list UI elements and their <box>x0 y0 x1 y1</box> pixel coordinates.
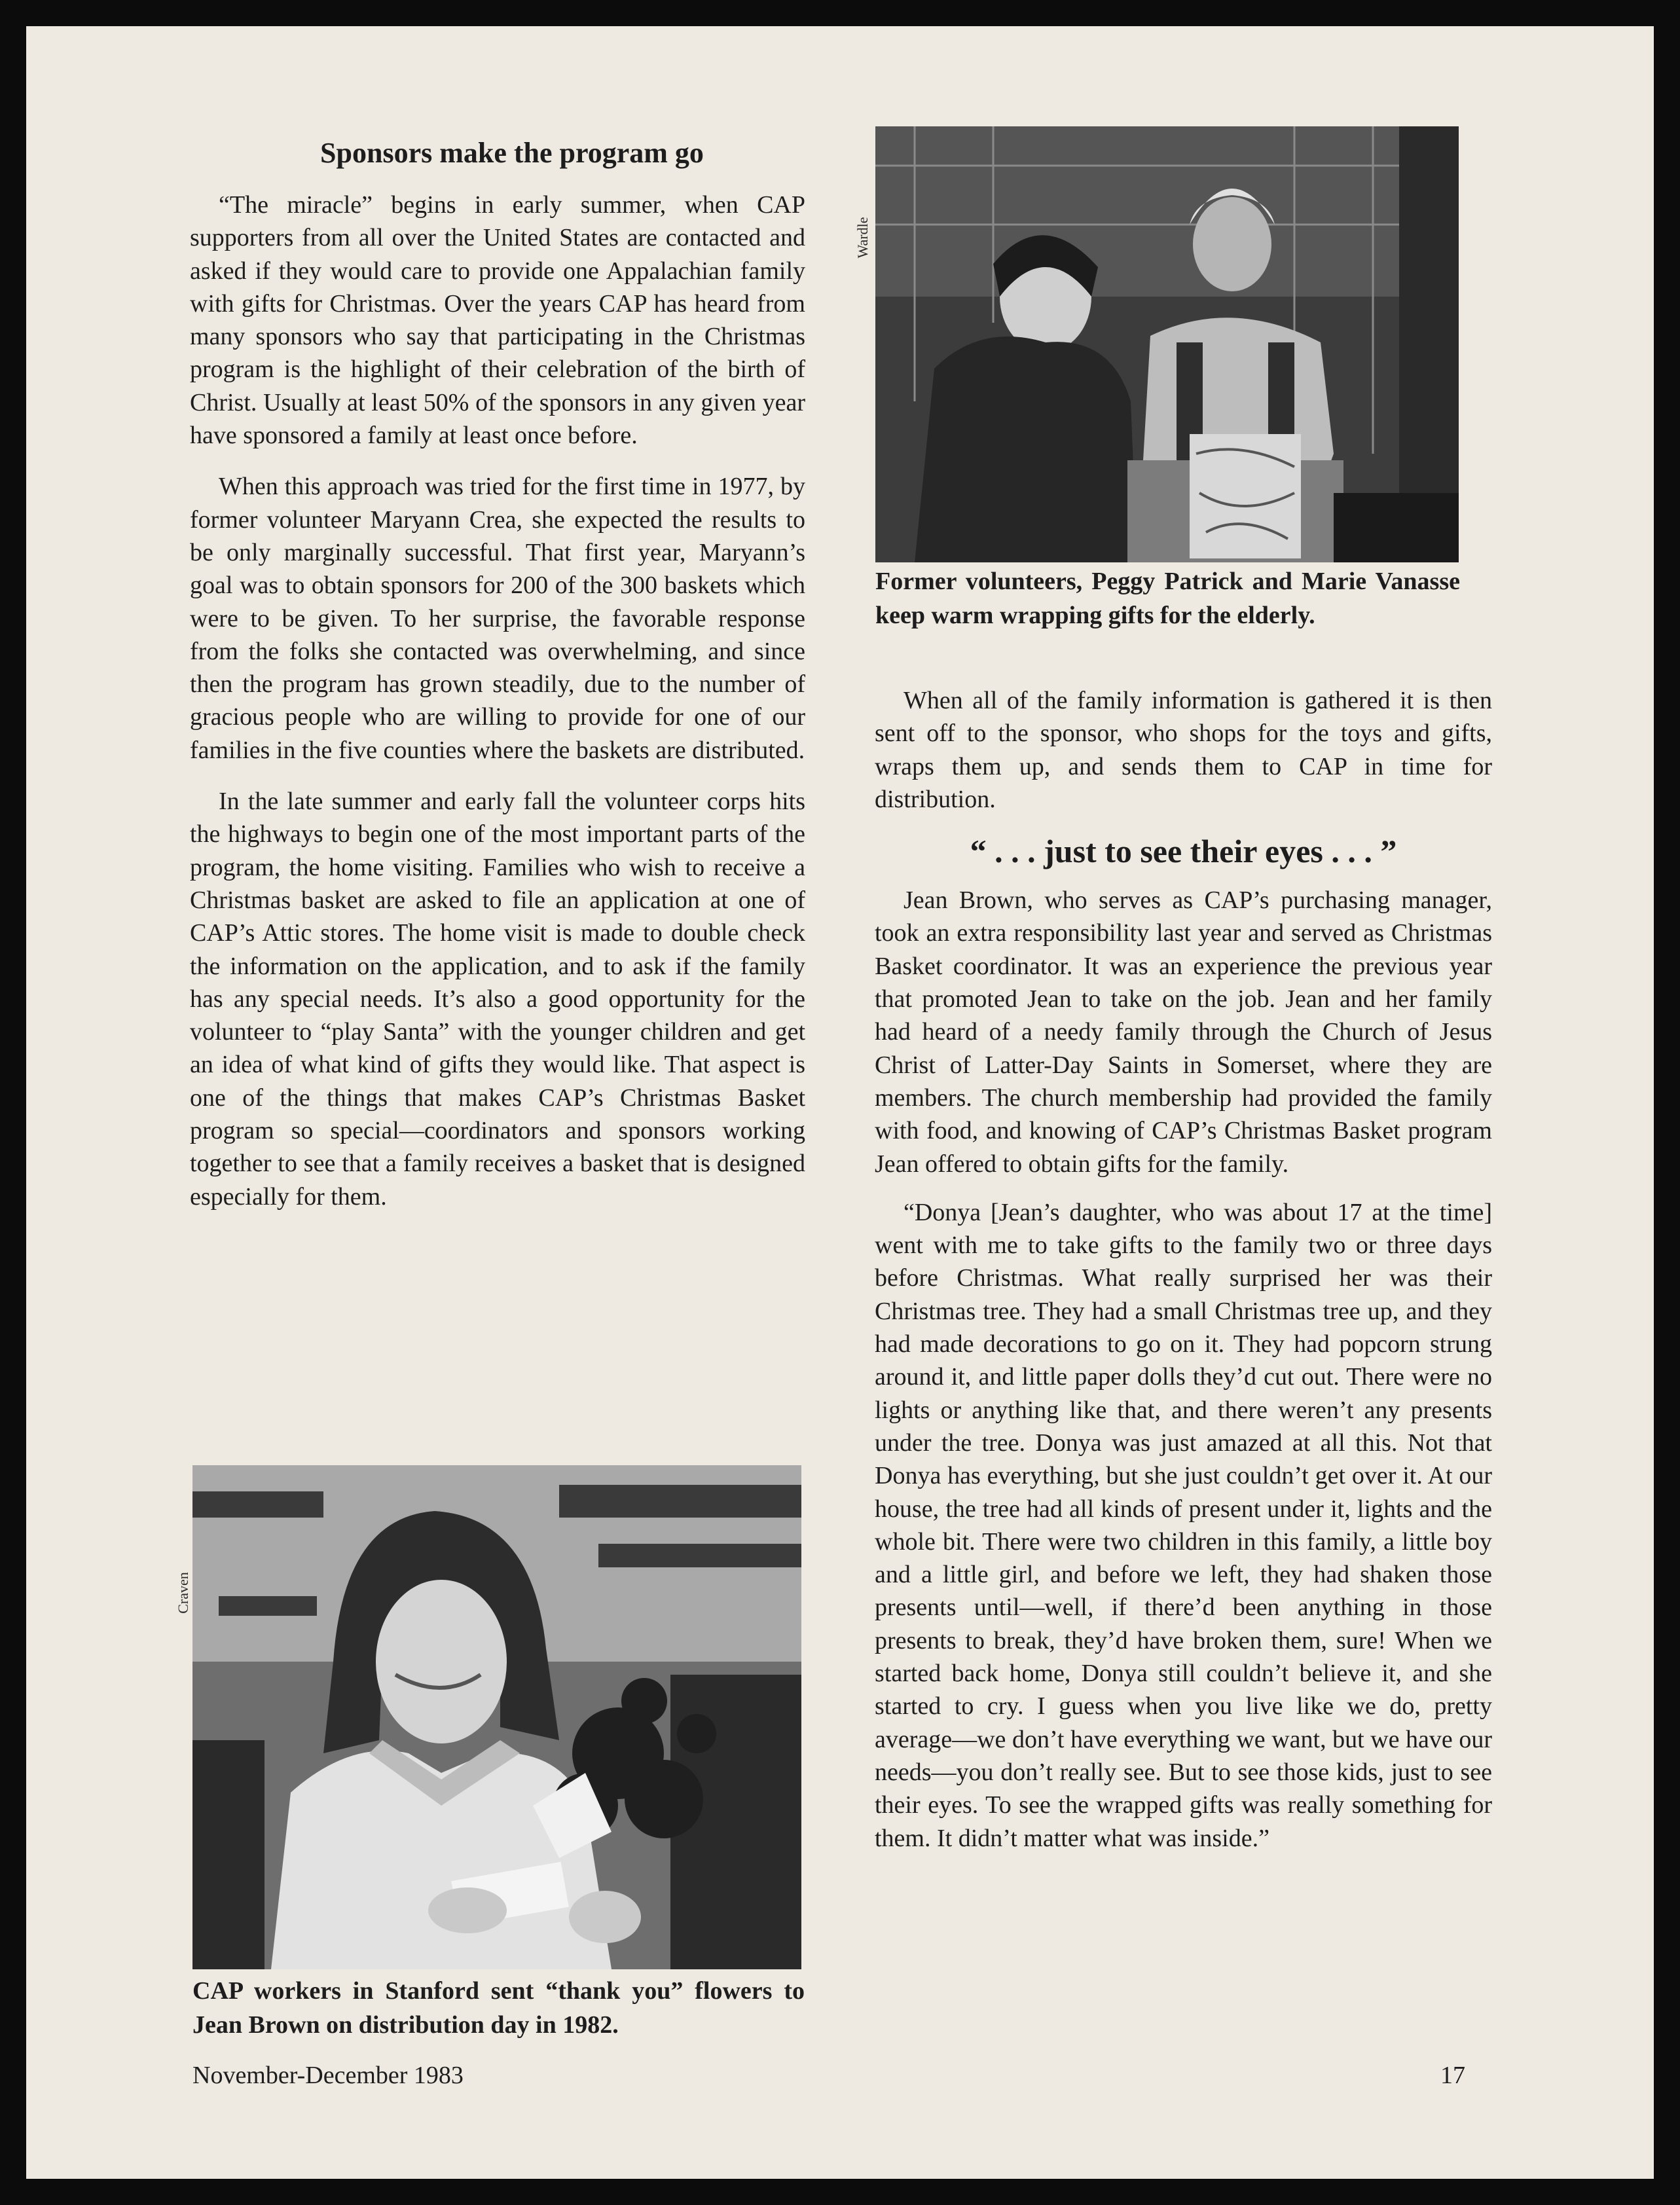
jean-brown-flowers-photo <box>192 1465 801 1969</box>
photo-credit: Wardle <box>854 217 871 259</box>
article-paragraph: Jean Brown, who serves as CAP’s purchasing manager, took an extra responsibility last year and served as Christmas Basket coordinator. It was an experience the previous year that promoted Jean to take on the job. Jean and her family had heard of a needy family through the Church of Jesus Christ of Latter-Day Saints in Somerset, where they are members. The church membership had provided the family with food, and knowing of CAP’s Christmas Basket program Jean offered to obtain gifts for the family. <box>875 886 1492 1178</box>
photo-credit: Craven <box>175 1572 191 1614</box>
article-paragraph: “Donya [Jean’s daughter, who was about 17 at the time] went with me to take gifts to the family two or three days before Christmas. What really surprised her was their Christmas tree. They had a small Christmas tree up, and they had made decorations to go on it. They had popcorn strung around it, and little paper dolls they’d cut out. There were no lights or anything like that, and there weren’t any presents under the tree. Donya was just amazed at all this. Not that Donya has everything, but she just couldn’t get over it. At our house, the tree had all kinds of present under it, lights and the whole bit. There were two children in this family, a little boy and a little girl, and before we left, they had shaken those presents until—well, if there’d been anything in those presents to break, they’d have broken them, sure! When we started back home, Donya still couldn’t believe it, and she started to cry. I guess when you live like we do, pretty average—we don’t have everything we want, but we have our needs—you don’t really see. But to see those kids, just to see their eyes. To see the wrapped gifts was really something for them. It didn’t matter what was inside.” <box>875 1198 1492 1852</box>
right-column <box>875 684 1492 1870</box>
issue-date: November-December 1983 <box>192 2062 464 2089</box>
pull-quote-heading: “ . . . just to see their eyes . . . ” <box>970 833 1397 870</box>
article-paragraph: When all of the family information is gathered it is then sent off to the sponsor, who shops for the toys and gifts, wraps them up, and sends them to CAP in time for distribution. <box>875 687 1492 813</box>
article-paragraph: “The miracle” begins in early summer, when CAP supporters from all over the United States are contacted and asked if they would care to provide one Appalachian family with gifts for Christmas. Over the years CAP has heard from many sponsors who say that participating in the Christmas program is the highlight of their celebration of the birth of Christ. Usually at least 50% of the sponsors in any given year have sponsored a family at least once before. <box>190 191 805 450</box>
article-paragraph: When this approach was tried for the first time in 1977, by former volunteer Maryann Crea, she expected the results to be only marginally successful. That first year, Maryann’s goal was to obtain sponsors for 200 of the 300 baskets which were to be given. To her surprise, the favorable response from the folks she contacted was overwhelming, and since then the program has grown steadily, due to the number of gracious people who are willing to provide for one of our families in the five counties where the baskets are distributed. <box>190 473 805 764</box>
bottom-photo-caption: CAP workers in Stanford sent “thank you” flowers to Jean Brown on distribution day in 1982. <box>192 1977 805 2039</box>
page-number: 17 <box>1440 2062 1465 2089</box>
volunteers-wrapping-photo <box>875 126 1459 562</box>
magazine-page <box>26 26 1654 2179</box>
left-column <box>190 136 805 1231</box>
section-heading: Sponsors make the program go <box>320 137 704 169</box>
top-photo-caption: Former volunteers, Peggy Patrick and Marie Vanasse keep warm wrapping gifts for the elderly. <box>875 568 1460 629</box>
article-paragraph: In the late summer and early fall the volunteer corps hits the highways to begin one of the most important parts of the program, the home visiting. Families who wish to receive a Christmas basket are asked to file an application at one of CAP’s Attic stores. The home visit is made to double check the information on the application, and to ask if the family has any special needs. It’s also a good opportunity for the volunteer to “play Santa” with the younger children and get an idea of what kind of gifts they would like. That aspect is one of the things that makes CAP’s Christmas Basket program so special—coordinators and sponsors working together to see that a family receives a basket that is designed especially for them. <box>190 788 805 1211</box>
